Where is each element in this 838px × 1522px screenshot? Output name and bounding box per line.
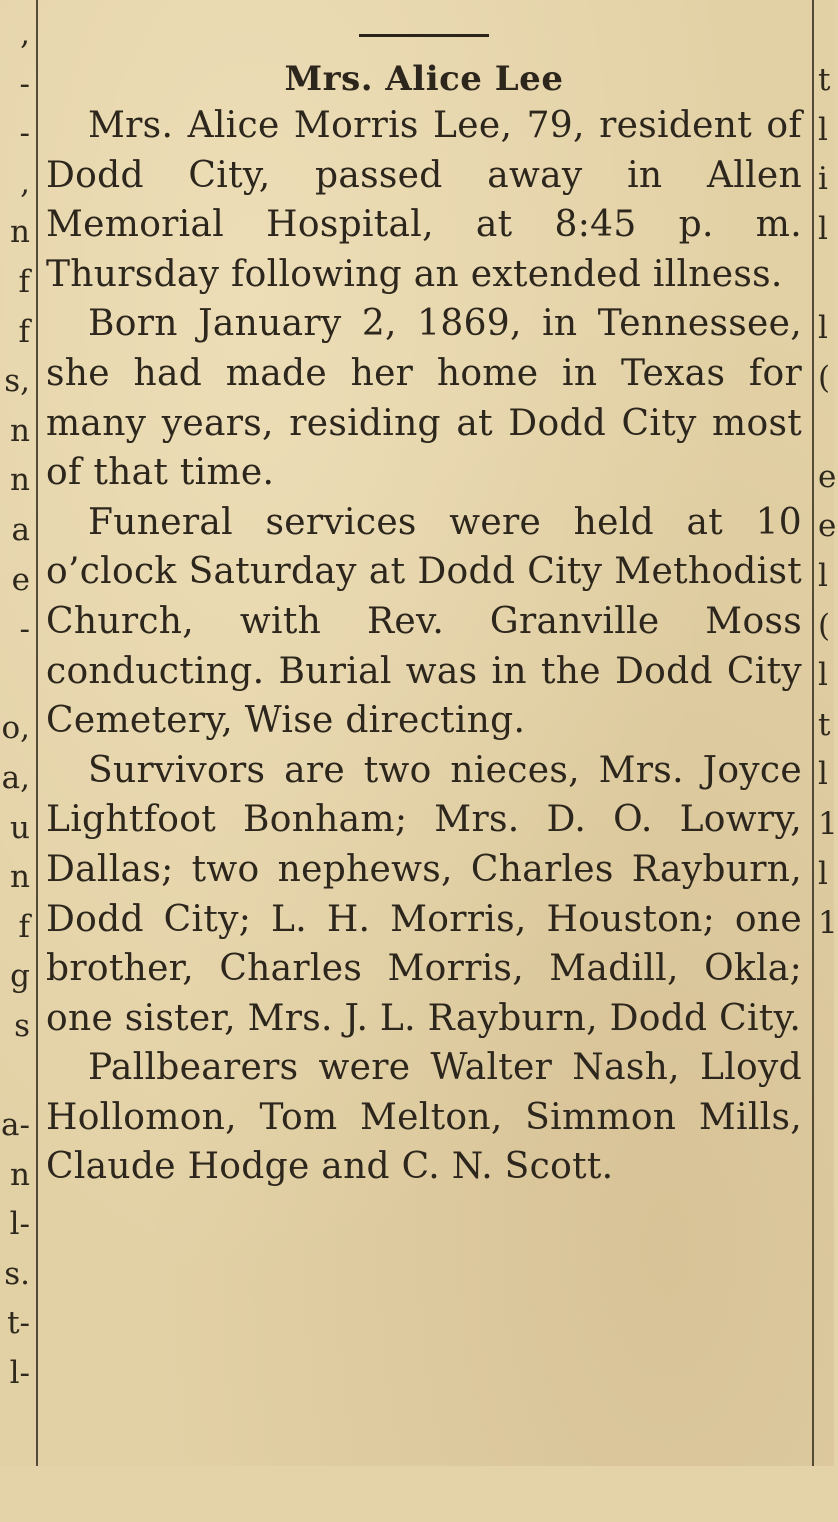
right-column-fragment: 1 bbox=[818, 905, 838, 942]
paragraph-biography: Born January 2, 1869, in Tennessee, she had made her home in Texas for many years, residing at Dodd City most of that time. bbox=[46, 303, 802, 494]
left-column-fragment: o, bbox=[1, 710, 30, 747]
right-column-fragment: l bbox=[818, 657, 828, 694]
left-column-fragment: n bbox=[10, 859, 30, 896]
column-rule-left bbox=[36, 0, 38, 1466]
right-column-fragment: ( bbox=[818, 607, 831, 644]
right-column-fragment: l bbox=[818, 855, 828, 892]
left-column-fragment: - bbox=[19, 611, 30, 648]
paragraph-pallbearers: Pallbearers were Walter Nash, Lloyd Hollomon, Tom Melton, Simmon Mills, Claude Hodge and C. N. Scott. bbox=[46, 1047, 802, 1188]
right-column-fragment: l bbox=[818, 210, 828, 247]
right-column-fragment: t bbox=[818, 62, 831, 98]
left-column-fragment: l- bbox=[9, 1206, 30, 1243]
headline-rule bbox=[359, 34, 489, 37]
left-column-fragment: a bbox=[11, 511, 30, 548]
left-column-fragment: u bbox=[10, 809, 30, 846]
left-column-fragment: l- bbox=[9, 1355, 30, 1392]
right-column-fragment bbox=[818, 1147, 838, 1197]
right-column-fragment bbox=[818, 1296, 838, 1346]
left-column-fragment: s, bbox=[4, 363, 30, 400]
right-column-fragment: e bbox=[818, 458, 837, 495]
left-column-fragment: s. bbox=[4, 1255, 30, 1292]
right-column-fragment bbox=[818, 1197, 838, 1247]
left-column-fragment bbox=[0, 1399, 30, 1449]
column-rule-right bbox=[812, 0, 814, 1466]
left-column-fragment: g bbox=[10, 958, 30, 995]
right-column-fragment bbox=[818, 1246, 838, 1296]
right-column-fragment: l bbox=[818, 756, 828, 793]
right-column-fragment: e bbox=[818, 508, 837, 545]
adjacent-column-left bbox=[0, 0, 30, 1476]
left-column-fragment: s bbox=[14, 1007, 30, 1044]
left-column-fragment: a- bbox=[1, 1107, 30, 1144]
left-column-fragment: t- bbox=[7, 1305, 30, 1342]
right-column-fragment: l bbox=[818, 111, 828, 148]
right-column-fragment: t bbox=[818, 706, 831, 743]
left-column-fragment: f bbox=[18, 908, 30, 945]
obituary-article bbox=[46, 20, 802, 1192]
left-column-fragment: a, bbox=[1, 759, 30, 796]
left-column-fragment: n bbox=[10, 214, 30, 251]
headline: Mrs. Alice Lee bbox=[284, 59, 564, 99]
right-column-fragment: i bbox=[818, 161, 828, 198]
left-column-fragment bbox=[0, 1448, 30, 1498]
adjacent-column-right bbox=[818, 0, 838, 1522]
left-column-fragment: n bbox=[10, 462, 30, 499]
right-column-fragment bbox=[818, 1048, 838, 1098]
left-column-fragment: - bbox=[19, 65, 30, 102]
paragraph-survivors: Survivors are two nieces, Mrs. Joyce Lightfoot Bonham; Mrs. D. O. Lowry, Dallas; two nephews, Charles Rayburn, Dodd City; L. H. Morris, Houston; one brother, Charles Morris, Madill, Okla; one sister, Mrs. J. L. Rayburn, Dodd City. bbox=[46, 749, 802, 1039]
right-column-fragment: l bbox=[818, 557, 828, 594]
right-column-fragment bbox=[818, 949, 838, 999]
left-column-fragment: n bbox=[10, 1156, 30, 1193]
left-column-fragment bbox=[0, 655, 30, 705]
left-column-fragment: , bbox=[20, 16, 30, 52]
right-column-fragment bbox=[818, 403, 838, 453]
left-column-fragment: e bbox=[11, 561, 30, 598]
left-column-fragment: , bbox=[20, 164, 30, 201]
right-column-fragment: ( bbox=[818, 359, 831, 396]
left-column-fragment: f bbox=[18, 313, 30, 350]
right-column-fragment bbox=[818, 998, 838, 1048]
right-column-fragment: l bbox=[818, 309, 828, 346]
right-column-fragment bbox=[818, 1097, 838, 1147]
right-column-fragment: 1 bbox=[818, 805, 838, 842]
left-column-fragment: n bbox=[10, 412, 30, 449]
right-column-fragment bbox=[818, 254, 838, 304]
paragraph-death-notice: Mrs. Alice Morris Lee, 79, resident of Dodd City, passed away in Allen Memorial Hospital, at 8:45 p. m. Thursday following an extended illness. bbox=[46, 105, 802, 295]
left-column-fragment bbox=[0, 1051, 30, 1101]
paragraph-funeral: Funeral services were held at 10 o’clock Saturday at Dodd City Methodist Church, with Rev. Granville Moss conducting. Burial was in the Dodd City Cemetery, Wise directing. bbox=[46, 501, 802, 742]
left-column-fragment: f bbox=[18, 263, 30, 300]
left-column-fragment: - bbox=[19, 115, 30, 152]
right-column-fragment bbox=[818, 1345, 838, 1395]
